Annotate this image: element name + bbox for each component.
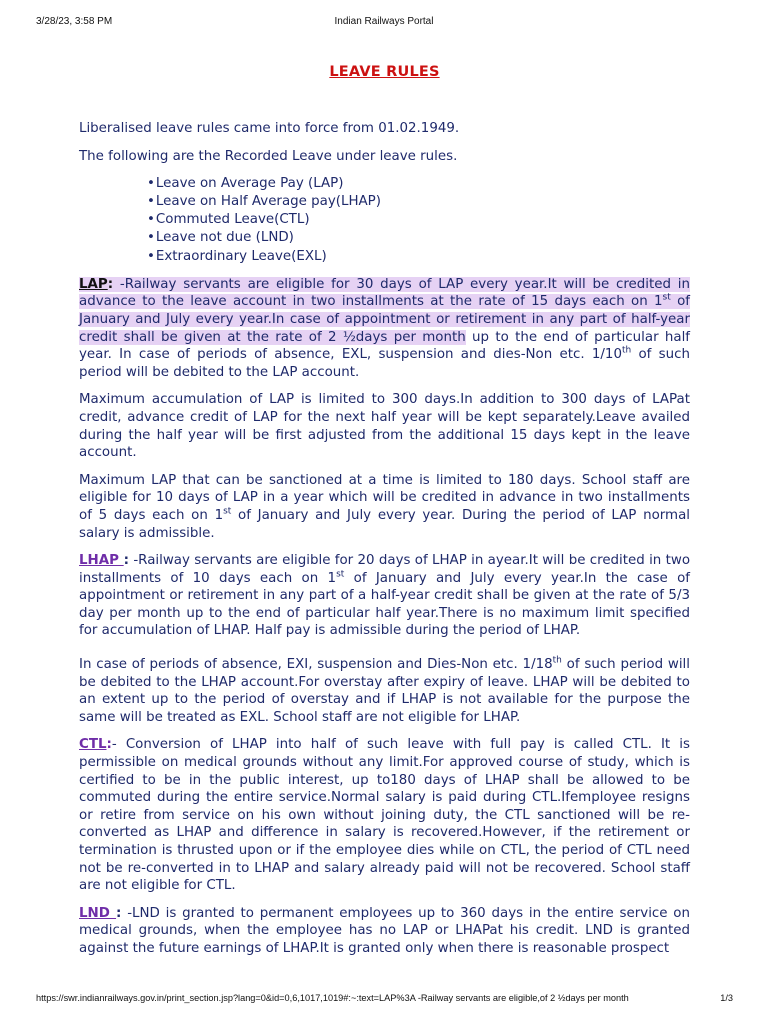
bullet-icon: • bbox=[147, 175, 155, 191]
lap-term-colon: : bbox=[107, 276, 114, 292]
superscript: st bbox=[336, 569, 345, 580]
leave-types-list bbox=[147, 175, 690, 266]
lap-term: LAP bbox=[79, 276, 108, 292]
superscript: th bbox=[552, 655, 562, 666]
print-header bbox=[0, 16, 768, 30]
page-title: LEAVE RULES bbox=[329, 64, 440, 80]
document-body bbox=[79, 64, 690, 968]
lap-text: up to the end of particular half year. In case of periods of absence, EXL, suspension and dies-Non etc. 1/10 bbox=[79, 329, 691, 363]
lhap-term-first: L bbox=[79, 553, 88, 569]
list-item bbox=[147, 248, 690, 266]
page-number: 1/3 bbox=[720, 993, 733, 1003]
lap-text: of January and July every year.In case of appointment or retirement in any part of half-year credit shall be given at the rate of 2 ½days per month bbox=[79, 294, 690, 345]
lhap-text: of such period will be debited to the LHAP account.For overstay after expiry of leave. LHAP will be debited to an extent up to the period of overstay and if LHAP is not available for the purpose the same will be treated as EXL. School staff are not eligible for LHAP. bbox=[79, 657, 690, 725]
leave-type-label: Commuted Leave(CTL) bbox=[155, 212, 310, 228]
lap-text: of January and July every year. During the period of LAP normal salary is admissible. bbox=[79, 507, 690, 541]
lnd-term: LND bbox=[79, 905, 117, 921]
lap-text: Maximum LAP that can be sanctioned at a time is limited to 180 days. School staff are eligible for 10 days of LAP in a year which will be credited in advance in two installments of 5 days each on 1 bbox=[79, 472, 690, 523]
lhap-term-rest: HAP bbox=[87, 553, 124, 569]
lhap-term bbox=[79, 553, 124, 568]
intro-line-1: Liberalised leave rules came into force from 01.02.1949. bbox=[79, 120, 460, 136]
lap-text: -Railway servants are eligible for 30 days of LAP every year.It will be credited in advance to the leave account in two installments at the rate of 15 days each on 1 bbox=[79, 276, 690, 310]
list-item bbox=[147, 175, 690, 193]
leave-type-label: Leave not due (LND) bbox=[155, 230, 294, 246]
lhap-paragraph-1 bbox=[79, 552, 690, 640]
lap-paragraph-2: Maximum accumulation of LAP is limited to 300 days.In addition to 300 days of LAPat credit, advance credit of LAP for the next half year will be kept separately.Leave availed during the half year will be first adjusted from the additional 15 days kept in the leave account. bbox=[79, 392, 690, 461]
print-site-title: Indian Railways Portal bbox=[334, 16, 434, 27]
leave-type-label: Leave on Average Pay (LAP) bbox=[155, 175, 344, 191]
ctl-term-colon: : bbox=[106, 737, 112, 753]
lap-paragraph-1 bbox=[79, 276, 690, 382]
lap-paragraph-3 bbox=[79, 472, 690, 542]
list-item bbox=[147, 229, 690, 247]
superscript: st bbox=[662, 292, 671, 303]
lnd-text: -LND is granted to permanent employees up to 360 days in the entire service on medical grounds, when the employee has no LAP or LHAPat his credit. LND is granted against the future earnings of LHAP.It is granted only when there is reasonable prospect bbox=[79, 905, 690, 956]
list-item bbox=[147, 193, 690, 211]
lnd-term-colon: : bbox=[116, 905, 122, 921]
lhap-text: In case of periods of absence, EXI, suspension and Dies-Non etc. 1/18 bbox=[79, 657, 553, 673]
lnd-paragraph bbox=[79, 905, 690, 958]
lhap-paragraph-2 bbox=[79, 656, 690, 726]
bullet-icon: • bbox=[147, 230, 155, 246]
lap-text: of such period will be debited to the LAP account. bbox=[79, 347, 690, 380]
lhap-text: of January and July every year.In the case of appointment or retirement in any part of a half-year credit shall be given at the rate of 5/3 day per month up to the end of particular half year.There is no maximum limit specified for accumulation of LHAP. Half pay is admissible during the period of LHAP. bbox=[79, 570, 690, 639]
lhap-text: -Railway servants are eligible for 20 days of LHAP in ayear.It will be credited in two installments of 10 days each on 1 bbox=[79, 553, 691, 586]
leave-type-label: Leave on Half Average pay(LHAP) bbox=[155, 193, 381, 209]
bullet-icon: • bbox=[147, 193, 155, 209]
ctl-paragraph bbox=[79, 736, 690, 894]
bullet-icon: • bbox=[147, 248, 155, 264]
bullet-icon: • bbox=[147, 212, 155, 228]
superscript: th bbox=[621, 345, 632, 356]
leave-type-label: Extraordinary Leave(EXL) bbox=[155, 248, 327, 264]
print-url: https://swr.indianrailways.gov.in/print_section.jsp?lang=0&id=0,6,1017,1019#:~:text=LAP%3A -Railway servants are eligible,of 2 ½days per month bbox=[36, 993, 629, 1003]
ctl-term: CTL bbox=[79, 737, 107, 753]
intro-line-2: The following are the Recorded Leave under leave rules. bbox=[79, 149, 458, 165]
print-footer bbox=[0, 993, 768, 1007]
ctl-text: - Conversion of LHAP into half of such leave with full pay is called CTL. It is permissible on medical grounds without any limit.For approved course of study, which is certified to be in the public interest, up to180 days of LHAP shall be allowed to be commuted during the entire service.Normal salary is paid during CTL.Ifemployee resigns or retire from service on his own without joining duty, the CTL sanctioned will be re-converted as LHAP and difference in salary is recovered.However, if the retirement or termination is thrusted upon or if the employee dies while on CTL, the period of CTL need not be re-converted in to LHAP and salary already paid will not be recovered. School staff are not eligible for CTL. bbox=[79, 737, 690, 894]
print-datetime: 3/28/23, 3:58 PM bbox=[36, 16, 113, 27]
lhap-term-colon: : bbox=[123, 553, 130, 569]
superscript: st bbox=[223, 506, 232, 517]
list-item bbox=[147, 211, 690, 229]
